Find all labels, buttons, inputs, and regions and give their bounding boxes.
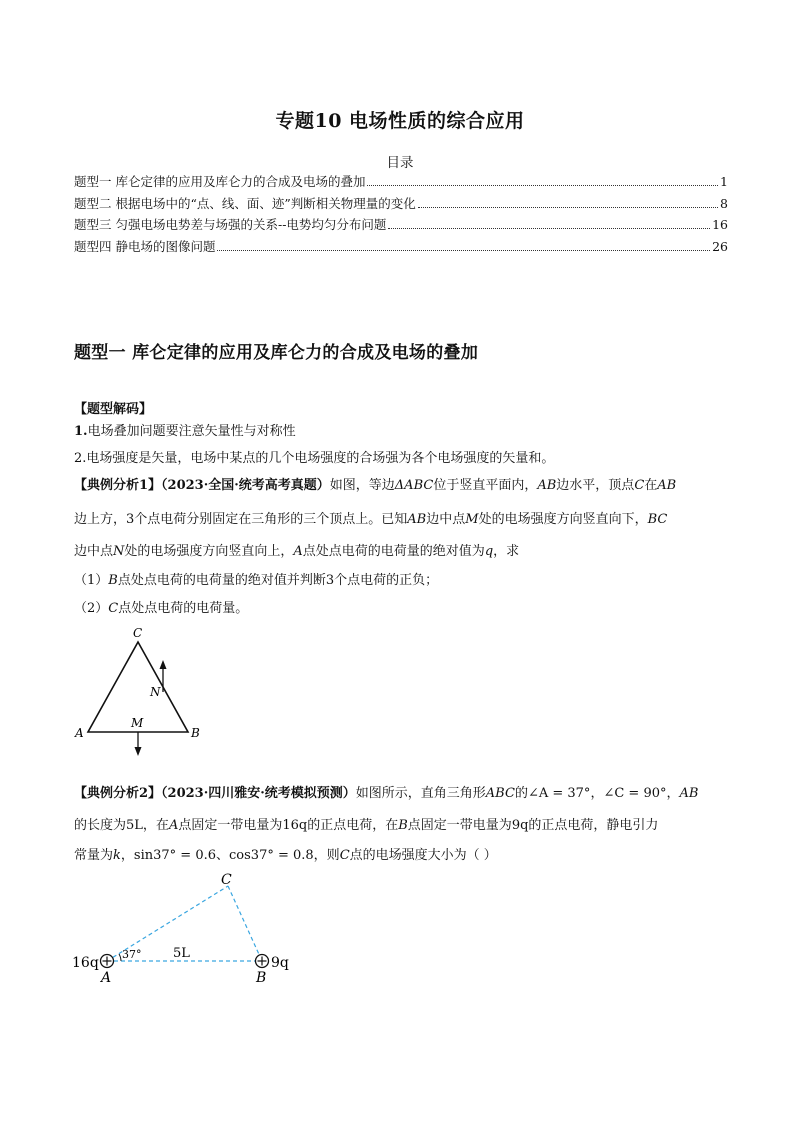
math: ∠A = 37° — [527, 786, 591, 801]
math: C — [634, 478, 645, 493]
label-angle: 37° — [122, 948, 142, 961]
example1-question-2 — [74, 601, 730, 617]
text: 的正点电荷，静电引力 — [528, 818, 659, 833]
toc-item-page: 26 — [712, 238, 728, 254]
table-of-contents — [74, 172, 728, 258]
math: N — [113, 544, 125, 559]
question-number: （2） — [74, 601, 109, 616]
text: 常量为 — [74, 848, 114, 863]
math: ΔABC — [394, 478, 434, 493]
math: C — [339, 848, 350, 863]
section-title: 题型一 库仑定律的应用及库仑力的合成及电场的叠加 — [74, 343, 479, 363]
text: 边中点 — [74, 544, 114, 559]
math: C — [108, 601, 119, 616]
toc-leader — [418, 206, 718, 208]
math: B — [398, 818, 408, 833]
math: sin37° = 0.6 — [133, 848, 216, 863]
math: q — [484, 544, 494, 559]
math: AB — [537, 478, 557, 493]
charge-b-symbol — [256, 955, 269, 968]
toc-item-2[interactable] — [74, 194, 728, 216]
text: 在 — [644, 478, 658, 493]
example1-question-1 — [74, 573, 730, 589]
side-cb — [228, 886, 262, 961]
toc-leader — [388, 227, 710, 229]
text: ，在 — [142, 818, 169, 833]
text: 边上方，3个点电荷分别固定在三角形的三个顶点上。已知 — [74, 512, 408, 527]
math: k — [113, 848, 121, 863]
toc-item-page: 8 — [720, 195, 728, 211]
angle-arc — [119, 954, 121, 961]
text: 点的电场强度大小为（ ） — [349, 848, 497, 863]
decode-point-1 — [74, 424, 730, 440]
label-c: C — [221, 872, 232, 888]
text: 如图所示，直角三角形 — [355, 786, 486, 801]
text: ，则 — [313, 848, 340, 863]
charge-a-symbol — [101, 955, 114, 968]
text: 边中点 — [426, 512, 466, 527]
label-a: A — [75, 726, 84, 740]
toc-item-label: 题型四 静电场的图像问题 — [74, 238, 216, 254]
math: AB — [407, 512, 427, 527]
example-tag: 【典例分析2】 — [74, 786, 162, 801]
math: BC — [647, 512, 668, 527]
decode-heading: 【题型解码】 — [74, 402, 153, 417]
text: ，求 — [493, 544, 520, 559]
label-charge-b: 9q — [271, 955, 289, 971]
math: 16q — [282, 818, 308, 833]
math: 9q — [511, 818, 529, 833]
math: AB — [679, 786, 699, 801]
point-text: 电场叠加问题要注意矢量性与对称性 — [87, 424, 296, 439]
toc-item-4[interactable] — [74, 237, 728, 259]
toc-item-label: 题型一 库仑定律的应用及库仑力的合成及电场的叠加 — [74, 174, 366, 189]
label-a: A — [101, 970, 112, 986]
toc-item-3[interactable] — [74, 215, 728, 237]
math: cos37° = 0.8 — [229, 848, 314, 863]
question-number: （1） — [74, 573, 109, 588]
toc-item-page: 1 — [720, 174, 728, 189]
math: B — [108, 573, 118, 588]
arrowhead-n — [160, 660, 167, 669]
text: ， — [120, 848, 134, 863]
example1-line-2 — [74, 512, 730, 528]
math: A — [168, 818, 179, 833]
text: 、 — [216, 848, 230, 863]
toc-heading: 目录 — [386, 155, 414, 171]
example-source: （2023·四川雅安·统考模拟预测） — [161, 786, 356, 801]
text: 的 — [514, 786, 528, 801]
text: 处的电场强度方向竖直向上， — [124, 544, 294, 559]
decode-point-2: 2.电场强度是矢量，电场中某点的几个电场强度的合场强为各个电场强度的矢量和。 — [74, 451, 555, 466]
example2-line-3 — [74, 848, 730, 864]
label-c: C — [133, 626, 143, 640]
example-tag: 【典例分析1】 — [74, 478, 162, 493]
text: 点处点电荷的电荷量的绝对值为 — [302, 544, 485, 559]
text: ， — [590, 786, 604, 801]
example1-line-1 — [74, 478, 730, 494]
arrowhead-m — [135, 747, 142, 756]
toc-leader — [217, 249, 710, 251]
math: ABC — [485, 786, 515, 801]
label-m: M — [131, 716, 144, 730]
text: 的正点电荷，在 — [307, 818, 399, 833]
math: 5L — [126, 818, 143, 833]
text: 的长度为 — [74, 818, 127, 833]
label-b: B — [256, 970, 267, 986]
math: ∠C = 90° — [603, 786, 667, 801]
example2-line-2 — [74, 818, 730, 834]
example2-line-1 — [74, 786, 730, 802]
math: A — [293, 544, 303, 559]
label-length: 5L — [173, 946, 190, 961]
example1-line-3 — [74, 544, 730, 560]
figure-right-triangle — [70, 868, 310, 988]
page-title: 专题10 电场性质的综合应用 — [275, 110, 525, 132]
point-number: 1. — [74, 424, 88, 439]
label-b: B — [191, 726, 200, 740]
text: 点固定一带电量为 — [407, 818, 512, 833]
text: 如图，等边 — [329, 478, 395, 493]
example-source: （2023·全国·统考高考真题） — [161, 478, 330, 493]
toc-item-label: 题型二 根据电场中的“点、线、面、迹”判断相关物理量的变化 — [74, 195, 416, 211]
text: 边水平，顶点 — [556, 478, 635, 493]
text: 位于竖直平面内， — [433, 478, 538, 493]
toc-item-1[interactable] — [74, 172, 728, 194]
label-n: N — [150, 685, 161, 699]
text: ， — [666, 786, 680, 801]
text: 点处点电荷的电荷量。 — [118, 601, 249, 616]
math: AB — [657, 478, 677, 493]
label-charge-a: 16q — [72, 955, 99, 971]
toc-item-page: 16 — [712, 217, 728, 232]
figure-equilateral-triangle — [70, 622, 220, 762]
text: 点处点电荷的电荷量的绝对值并判断3个点电荷的正负； — [117, 573, 439, 588]
math: M — [465, 512, 479, 527]
toc-leader — [367, 184, 718, 186]
text: 处的电场强度方向竖直向下， — [478, 512, 648, 527]
text: 点固定一带电量为 — [178, 818, 283, 833]
toc-item-label: 题型三 匀强电场电势差与场强的关系--电势均匀分布问题 — [74, 217, 387, 232]
